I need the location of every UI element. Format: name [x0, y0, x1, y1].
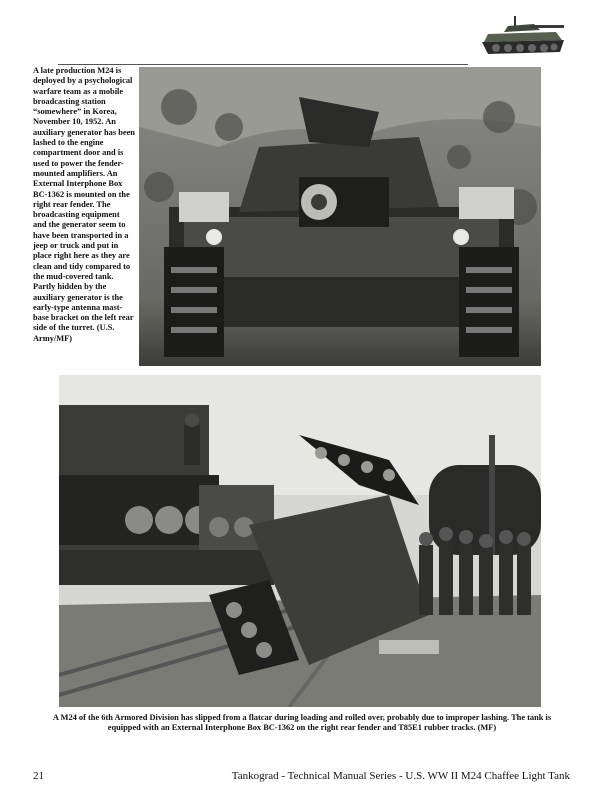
tank-silhouette-icon [478, 10, 570, 62]
page-number: 21 [33, 770, 44, 782]
side-caption: A late production M24 is deployed by a psychological warfare team as a mobile broadcasting station “somewhere” in Korea, November 10, 1952. An auxiliary generator has been lashed to the engine compartment door and is used to power the fender-mounted amplifiers. An External Interphone Box BC-1362 is mounted on the right rear fender. The broadcasting equipment and the generator seem to have been transported in a jeep or truck and put in place right here as they are clean and tidy compared to the mud-covered tank. Partly hidden by the auxiliary generator is the early-type antenna mast-base bracket on the left rear side of the turret. (U.S. Army/MF) [33, 66, 135, 343]
header-rule [58, 64, 468, 65]
photo-m24-rolled-over [59, 375, 541, 707]
running-title: Tankograd - Technical Manual Series - U.S. WW II M24 Chaffee Light Tank [231, 770, 570, 782]
photo-m24-broadcasting [139, 67, 541, 366]
bottom-caption: A M24 of the 6th Armored Division has slipped from a flatcar during loading and rolled over, probably due to improper lashing. The tank is equipped with an External Interphone Box BC-1362 on the right rear fender and T85E1 rubber tracks. (MF) [52, 713, 552, 733]
